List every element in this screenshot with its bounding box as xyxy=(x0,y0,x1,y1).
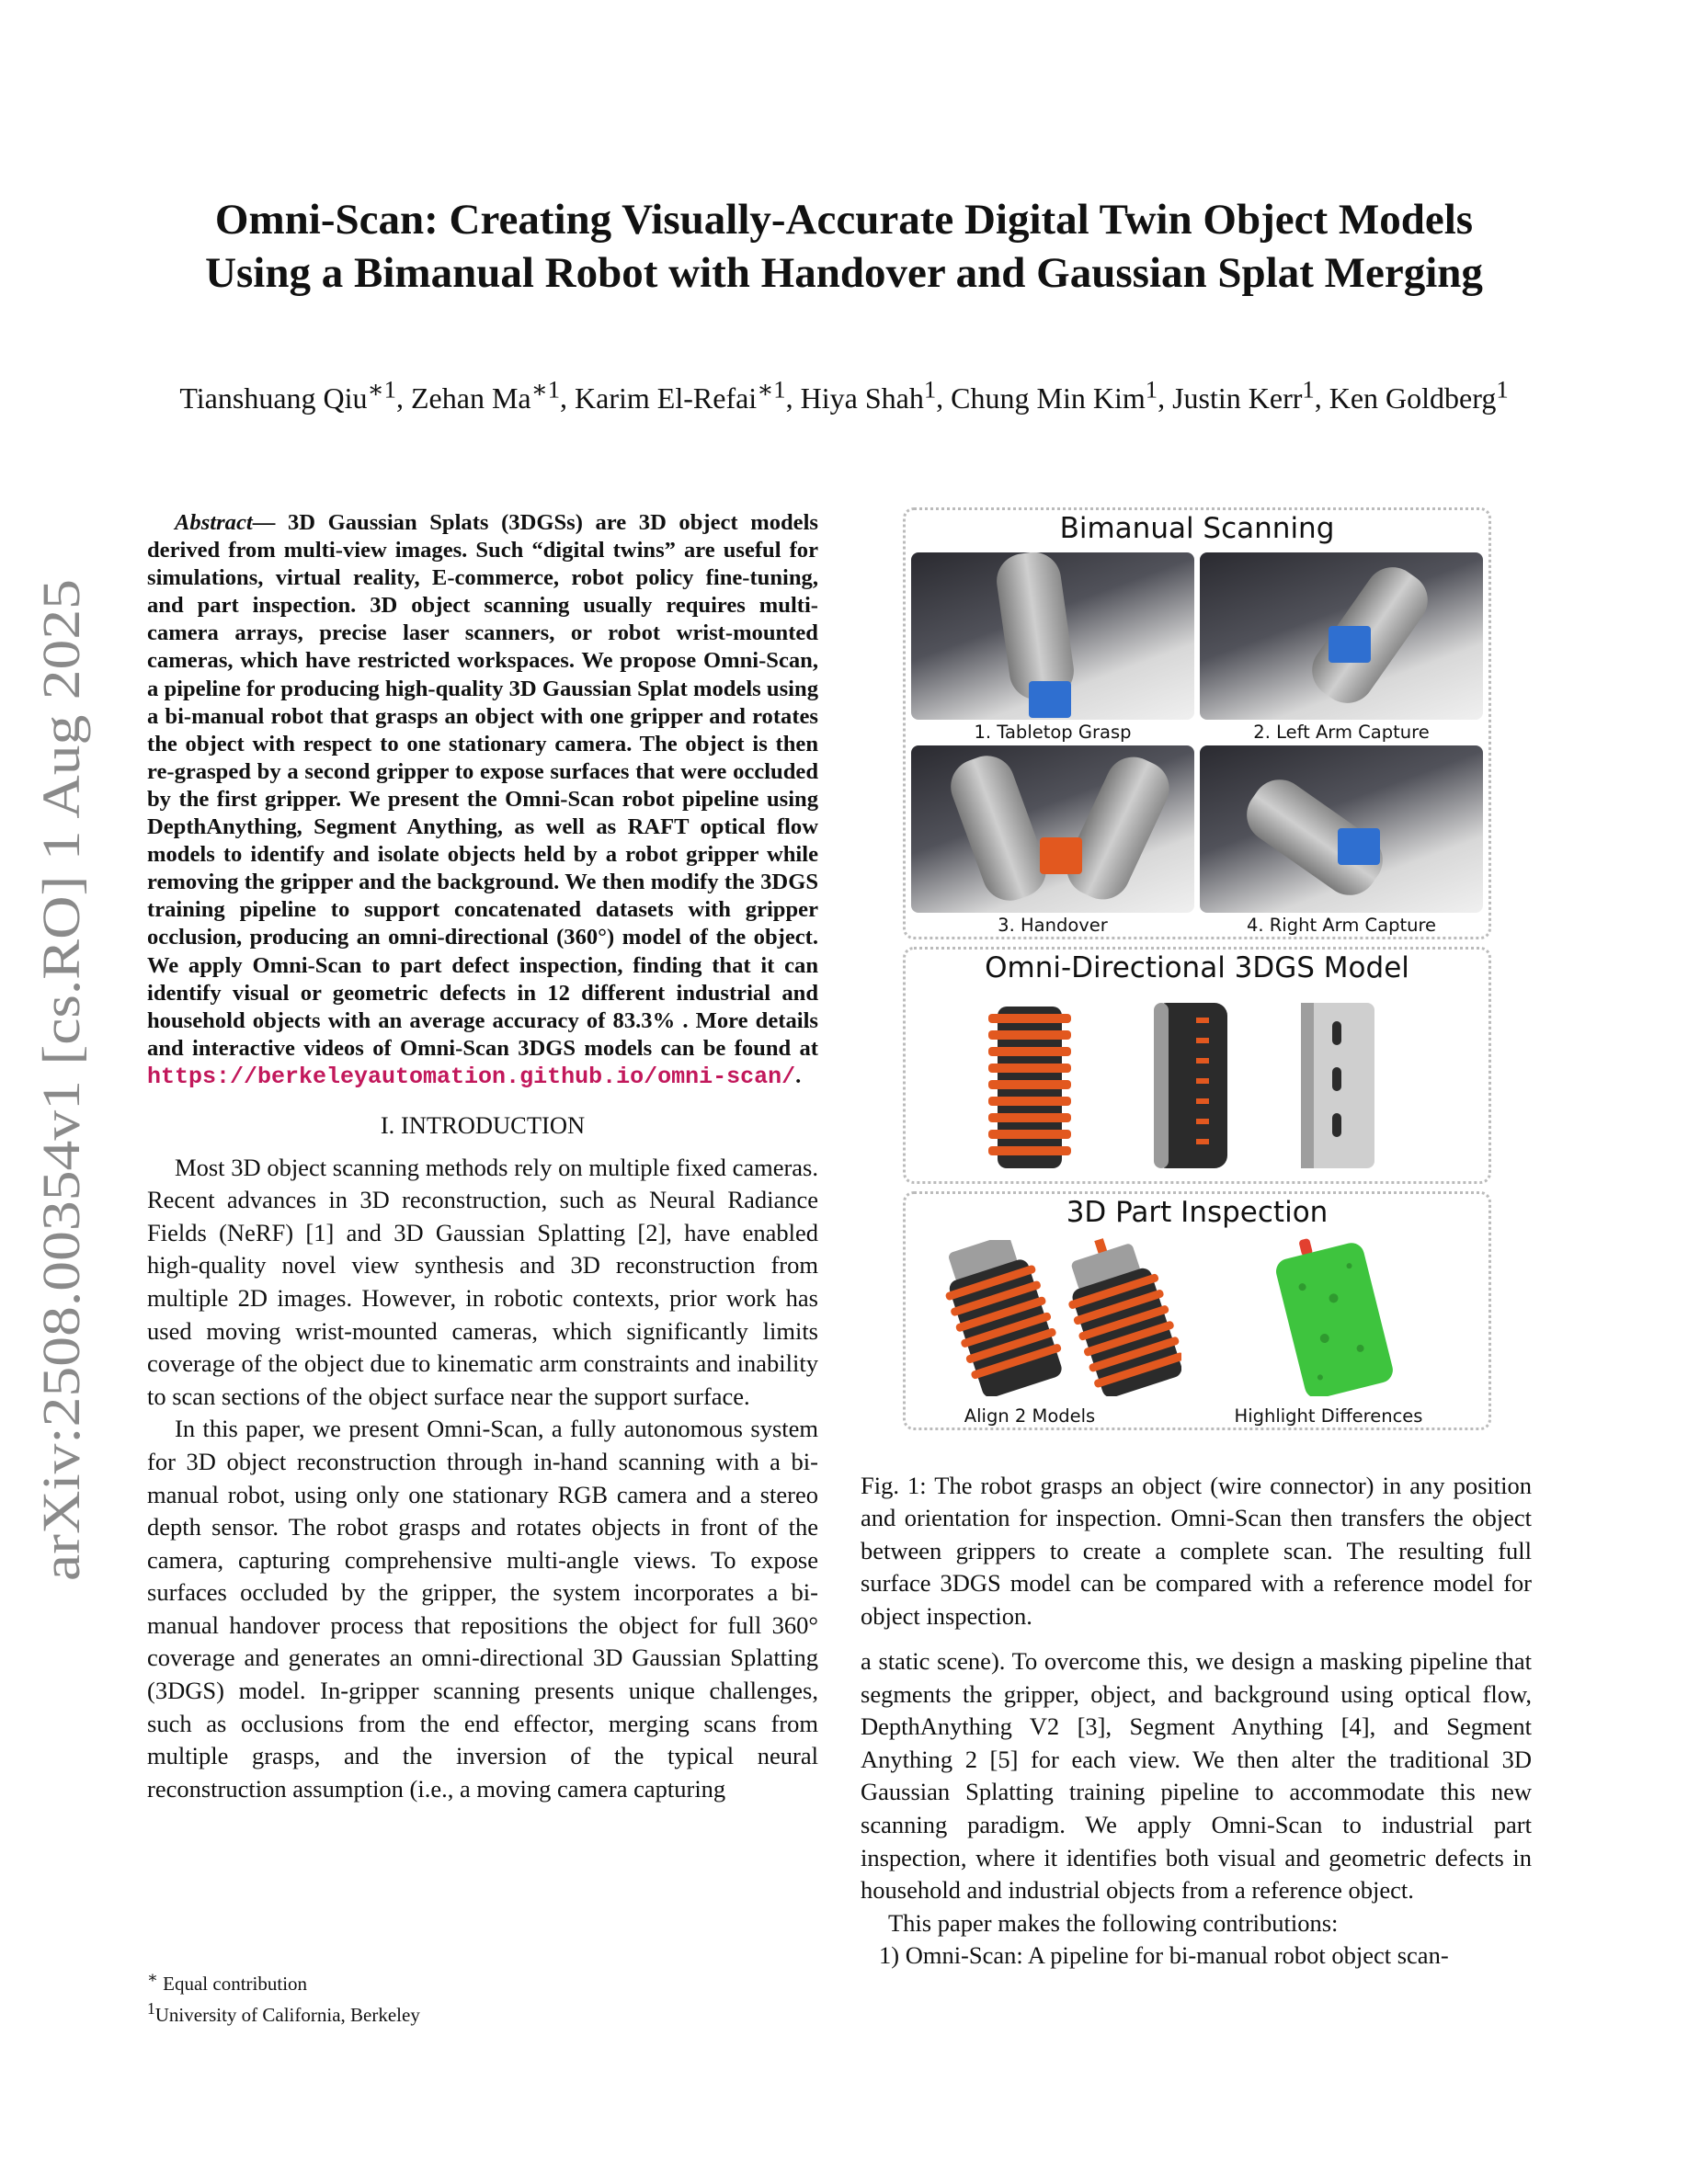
left-column xyxy=(147,509,818,1805)
photo-tabletop-grasp xyxy=(911,552,1194,720)
label-step-2: 2. Left Arm Capture xyxy=(1253,722,1430,743)
photo-handover xyxy=(911,745,1194,913)
label-align-models: Align 2 Models xyxy=(964,1405,1096,1427)
inspection-model-defect xyxy=(1062,1236,1181,1396)
author-list: Tianshuang Qiu$^{∗1}$, Zehan $Ma^{∗1}$, Karim El-Refai$^{∗1}$, Hiya Shah$^1$, Chung Min Kim$^1$, Justin Kerr$^1$, Ken Goldberg$^1$ xyxy=(179,375,1509,415)
label-step-3: 3. Handover xyxy=(998,915,1108,936)
connector-model-orange xyxy=(988,1007,1071,1168)
panel-title: 3D Part Inspection xyxy=(1066,1196,1329,1229)
inspection-difference-map xyxy=(1273,1234,1393,1396)
title-line-2: Using a Bimanual Robot with Handover and Gaussian Splat Merging xyxy=(205,249,1483,297)
panel-title: Bimanual Scanning xyxy=(1059,512,1335,545)
right-paragraph-1: a static scene). To overcome this, we design a masking pipeline that segments the gripper, object, and background using optical flow, DepthAnything V2 [3], Segment Anything [4], and Segment Anything 2 [5] for each view. We then alter the traditional 3D Gaussian Splatting training pipeline to accommodate this new scanning paradigm. We apply Omni-Scan to industrial part inspection, where it identifies both visual and geometric defects in household and industrial objects from a reference object. xyxy=(861,1647,1532,1905)
author: Karim El-Refai$^{∗1}$ xyxy=(575,375,786,415)
section-heading-introduction: I. INTRODUCTION xyxy=(380,1110,586,1139)
connector-model-dark xyxy=(1154,1003,1227,1168)
paper-title xyxy=(110,193,1578,300)
metal-rail-model xyxy=(1301,1003,1374,1168)
figure-1 xyxy=(903,507,1491,1430)
panel-part-inspection xyxy=(903,1191,1491,1430)
inspection-model-reference xyxy=(942,1240,1062,1396)
author: Hiya Shah$^1$ xyxy=(800,375,937,415)
abstract: Abstract— 3D Gaussian Splats (3DGSs) are 3D object models derived from multi-view images. Such “digital twins” are useful for simulations, virtual reality, E-commerce, robot policy fine-tuning, and part inspection. 3D object scanning usually requires multi-camera arrays, precise laser scanners, or robot wrist-mounted cameras, which have restricted workspaces. We propose Omni-Scan, a pipeline for producing high-quality 3D Gaussian Splat models using a bi-manual robot that grasps an object with one gripper and rotates the object with respect to one stationary camera. The object is then re-grasped by a second gripper to expose surfaces that were occluded by the first gripper. We present the Omni-Scan robot pipeline using DepthAnything, Segment Anything, as well as RAFT optical flow models to identify and isolate objects held by a robot gripper while removing the gripper and the background. We then modify the 3DGS training pipeline to support concatenated datasets with gripper occlusion, producing an omni-directional (360°) model of the object. We apply Omni-Scan to part defect inspection, finding that it can identify visual or geometric defects in 12 different industrial and household objects with an average accuracy of 83.3% . More details and interactive videos of Omni-Scan 3DGS models can be found at https://berkeleyautomation.github.io/omni-scan/. xyxy=(147,510,818,1090)
intro-paragraph-1: Most 3D object scanning methods rely on multiple fixed cameras. Recent advances in 3D reconstruction, such as Neural Radiance Fields (NeRF) [1] and 3D Gaussian Splatting [2], have enabled high-quality novel view synthesis and 3D reconstruction from multiple 2D images. However, in robotic contexts, prior work has used moving wrist-mounted cameras, which significantly limits coverage of the object due to kinematic arm constraints and inability to scan sections of the object surface near the support surface. xyxy=(147,1153,818,1410)
title-line-1: Omni-Scan: Creating Visually-Accurate Digital Twin Object Models xyxy=(214,196,1474,244)
label-highlight-differences: Highlight Differences xyxy=(1234,1405,1423,1427)
label-step-1: 1. Tabletop Grasp xyxy=(974,722,1132,743)
photo-right-arm-capture xyxy=(1200,745,1483,913)
author: Chung Min Kim$^1$ xyxy=(951,375,1158,415)
contribution-item-1: 1) Omni-Scan: A pipeline for bi-manual robot object scan- xyxy=(879,1941,1449,1970)
panel-3dgs-model xyxy=(903,947,1491,1184)
footnote-equal: ∗ Equal contribution xyxy=(147,1968,308,1995)
right-column xyxy=(861,1645,1532,1973)
author: Justin Kerr$^1$ xyxy=(1172,375,1315,415)
label-step-4: 4. Right Arm Capture xyxy=(1246,915,1437,936)
author: Zehan $Ma^{∗1}$ xyxy=(410,375,561,415)
right-paragraph-2: This paper makes the following contributions: xyxy=(888,1908,1339,1937)
project-url-link[interactable]: https://berkeleyautomation.github.io/omni-scan/ xyxy=(147,1063,796,1090)
arxiv-stamp xyxy=(7,570,99,1590)
intro-paragraph-2: In this paper, we present Omni-Scan, a fully autonomous system for 3D object reconstruction through in-hand scanning with a bi-manual robot, using only one stationary RGB camera and a stereo depth sensor. The robot grasps and rotates objects in front of the camera, capturing comprehensive multi-angle views. To expose surfaces occluded by the gripper, the system incorporates a bi-manual handover process that repositions the object for full 360° coverage and generates an omni-directional 3D Gaussian Splatting (3DGS) model. In-gripper scanning presents unique challenges, such as occlusions from the end effector, merging scans from multiple grasps, and the inversion of the typical neural reconstruction assumption (i.e., a moving camera capturing xyxy=(147,1415,818,1803)
author: Tianshuang Qiu$^{∗1}$ xyxy=(179,375,396,415)
panel-title: Omni-Directional 3DGS Model xyxy=(985,951,1409,984)
arxiv-stamp-text: arXiv:2508.00354v1 [cs.RO] 1 Aug 2025 xyxy=(31,695,91,1581)
footnotes xyxy=(147,1965,420,2028)
photo-left-arm-capture xyxy=(1200,552,1483,720)
footnote-affiliation: $^1$University of California, Berkeley xyxy=(147,1999,420,2026)
author: Ken Goldberg$^1$ xyxy=(1329,375,1509,415)
panel-bimanual-scanning xyxy=(903,507,1491,939)
figure-1-caption: Fig. 1: The robot grasps an object (wire connector) in any position and orientation for inspection. Omni-Scan then transfers the object between grippers to create a complete scan. The resulting full surface 3DGS model can be compared with a reference model for object inspection. xyxy=(861,1471,1532,1630)
